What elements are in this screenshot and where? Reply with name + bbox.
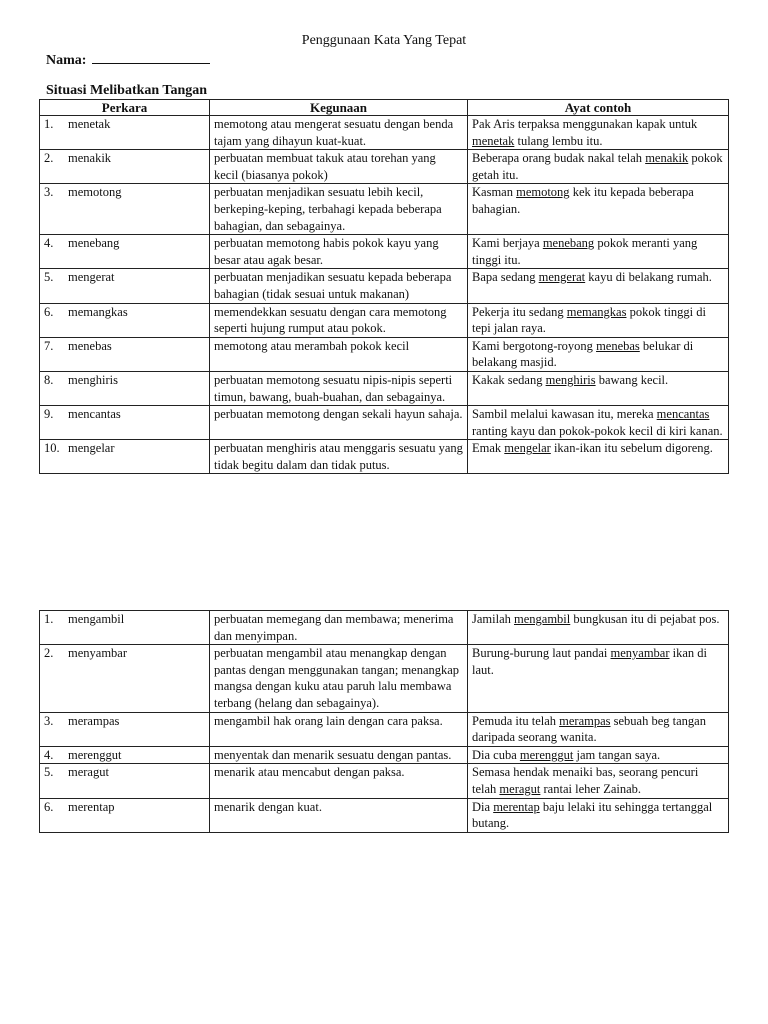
example-keyword: merentap — [493, 799, 540, 814]
cell-ayat-contoh — [468, 337, 729, 371]
example-text-before: Kami berjaya — [472, 236, 543, 251]
word-table-cutting — [39, 99, 729, 474]
word: menghiris — [68, 372, 118, 387]
cell-perkara — [40, 798, 210, 832]
table-row — [40, 184, 729, 235]
example-text-before: Pak Aris terpaksa menggunakan kapak untuk — [472, 117, 698, 131]
word-table-taking — [39, 610, 729, 833]
example-keyword: mengelar — [504, 441, 551, 456]
table-row — [40, 269, 729, 303]
name-field — [46, 50, 210, 70]
cell-ayat-contoh — [468, 406, 729, 440]
example-text-before: Jamilah — [472, 612, 515, 626]
example-text-before: Burung-burung laut pandai — [472, 646, 611, 661]
example-text-before: Kami bergotong-royong — [472, 338, 597, 353]
section-title: Situasi Melibatkan Tangan — [46, 83, 208, 98]
cell-perkara — [40, 337, 210, 371]
table-row — [40, 746, 729, 764]
cell-ayat-contoh — [468, 184, 729, 235]
cell-perkara — [40, 645, 210, 712]
example-text-before: Emak — [472, 441, 505, 456]
example-keyword: menakik — [645, 151, 689, 166]
example-text-before: Dia — [472, 799, 494, 814]
header-perkara: Perkara — [40, 100, 210, 116]
cell-kegunaan: perbuatan menjadikan sesuatu lebih kecil, berkeping-keping, terbahagi kepada beberapa bahagian, dan sebagainya. — [210, 184, 468, 235]
table-body — [40, 116, 729, 474]
example-text-before: Dia cuba — [472, 747, 520, 762]
cell-kegunaan: menarik atau mencabut dengan paksa. — [210, 764, 468, 798]
cell-ayat-contoh — [468, 611, 729, 645]
cell-kegunaan: perbuatan memotong sesuatu nipis-nipis seperti timun, bawang, buah-buahan, dan sebagainya. — [210, 371, 468, 405]
cell-perkara — [40, 406, 210, 440]
row-number: 5. — [44, 270, 54, 285]
example-keyword: menebang — [542, 236, 595, 251]
example-keyword: memotong — [516, 185, 570, 200]
row-number: 2. — [44, 151, 54, 166]
cell-perkara — [40, 440, 210, 474]
table-row — [40, 611, 729, 645]
example-text-after: ikan-ikan itu sebelum digoreng. — [550, 441, 713, 456]
example-keyword: mencantas — [656, 407, 710, 422]
row-number: 3. — [44, 185, 54, 200]
word: mengambil — [68, 612, 125, 626]
table-row — [40, 150, 729, 184]
cell-ayat-contoh — [468, 440, 729, 474]
cell-ayat-contoh — [468, 150, 729, 184]
cell-kegunaan: memendekkan sesuatu dengan cara memotong seperti hujung rumput atau pokok. — [210, 303, 468, 337]
example-text-after: kek itu kepada beberapa bahagian. — [472, 185, 694, 216]
example-text-after: sebuah beg tangan daripada seorang wanita. — [472, 713, 706, 745]
name-blank-line — [92, 50, 210, 64]
cell-ayat-contoh — [468, 712, 729, 746]
table-row — [40, 303, 729, 337]
example-text-after: jam tangan saya. — [573, 747, 661, 762]
cell-kegunaan: perbuatan memegang dan membawa; menerima dan menyimpan. — [210, 611, 468, 645]
row-number: 3. — [44, 713, 54, 728]
cell-ayat-contoh — [468, 116, 729, 150]
header-kegunaan: Kegunaan — [210, 100, 468, 116]
example-keyword: mengerat — [538, 270, 586, 285]
row-number: 10. — [44, 441, 60, 456]
word: menebas — [68, 338, 112, 353]
cell-kegunaan: perbuatan menjadikan sesuatu kepada beberapa bahagian (tidak sesuai untuk makanan) — [210, 269, 468, 303]
table-row — [40, 235, 729, 269]
document-title: Penggunaan Kata Yang Tepat — [301, 33, 467, 48]
example-text-before: Kakak sedang — [472, 372, 546, 387]
example-keyword: merenggut — [519, 747, 574, 762]
cell-ayat-contoh — [468, 235, 729, 269]
cell-ayat-contoh — [468, 798, 729, 832]
example-keyword: menghiris — [545, 372, 596, 387]
word: mengerat — [68, 270, 115, 285]
cell-ayat-contoh — [468, 746, 729, 764]
cell-kegunaan: memotong atau merambah pokok kecil — [210, 337, 468, 371]
example-text-after: pokok tinggi di tepi jalan raya. — [472, 304, 707, 336]
cell-kegunaan: perbuatan memotong habis pokok kayu yang besar atau agak besar. — [210, 235, 468, 269]
table-row — [40, 371, 729, 405]
example-text-before: Pekerja itu sedang — [472, 304, 567, 319]
cell-perkara — [40, 712, 210, 746]
table-body — [40, 611, 729, 833]
table-row — [40, 116, 729, 150]
example-text-after: belukar di belakang masjid. — [472, 338, 694, 370]
example-keyword: meragut — [499, 781, 541, 796]
example-text-after: pokok meranti yang tinggi itu. — [472, 236, 698, 267]
row-number: 2. — [44, 646, 54, 661]
word: meragut — [68, 765, 109, 780]
cell-ayat-contoh — [468, 645, 729, 712]
cell-ayat-contoh — [468, 764, 729, 798]
row-number: 6. — [44, 799, 54, 814]
example-text-before: Sambil melalui kawasan itu, mereka — [472, 407, 657, 422]
cell-kegunaan: perbuatan mengambil atau menangkap dengan pantas dengan menggunakan tangan; menangkap mangsa dengan kuku atau paruh lalu membawa terbang (helang dan sebagainya). — [210, 645, 468, 712]
table-row — [40, 712, 729, 746]
example-text-after: pokok getah itu. — [472, 151, 723, 182]
cell-kegunaan: perbuatan memotong dengan sekali hayun sahaja. — [210, 406, 468, 440]
cell-perkara — [40, 235, 210, 269]
word: mengelar — [68, 441, 115, 456]
example-text-after: bawang kecil. — [595, 372, 669, 387]
example-text-before: Beberapa orang budak nakal telah — [472, 151, 646, 166]
cell-perkara — [40, 184, 210, 235]
table-header-row — [40, 100, 729, 116]
cell-perkara — [40, 269, 210, 303]
example-keyword: merampas — [559, 713, 611, 728]
table-row — [40, 764, 729, 798]
example-text-after: rantai leher Zainab. — [540, 781, 642, 796]
row-number: 5. — [44, 765, 54, 780]
table-row — [40, 645, 729, 712]
cell-perkara — [40, 116, 210, 150]
word: mencantas — [68, 407, 121, 422]
cell-kegunaan: menyentak dan menarik sesuatu dengan pantas. — [210, 746, 468, 764]
word: merenggut — [68, 747, 122, 762]
word: menebang — [68, 236, 120, 251]
cell-perkara — [40, 764, 210, 798]
example-text-after: kayu di belakang rumah. — [585, 270, 712, 285]
cell-perkara — [40, 746, 210, 764]
row-number: 4. — [44, 747, 54, 762]
example-keyword: memangkas — [566, 304, 627, 319]
table-row — [40, 440, 729, 474]
row-number: 7. — [44, 338, 54, 353]
name-label: Nama: — [46, 53, 87, 68]
cell-ayat-contoh — [468, 303, 729, 337]
cell-perkara — [40, 303, 210, 337]
word: memangkas — [68, 304, 128, 319]
example-keyword: menetak — [472, 133, 515, 148]
word: menakik — [68, 151, 112, 166]
cell-perkara — [40, 611, 210, 645]
row-number: 4. — [44, 236, 54, 251]
cell-ayat-contoh — [468, 269, 729, 303]
cell-kegunaan: memotong atau mengerat sesuatu dengan benda tajam yang dihayun kuat-kuat. — [210, 116, 468, 150]
example-keyword: menebas — [596, 338, 640, 353]
example-text-after: ranting kayu dan pokok-pokok kecil di kiri kanan. — [472, 423, 723, 438]
example-text-before: Kasman — [472, 185, 517, 200]
cell-kegunaan: perbuatan membuat takuk atau torehan yang kecil (biasanya pokok) — [210, 150, 468, 184]
table-row — [40, 798, 729, 832]
word: merentap — [68, 799, 115, 814]
example-text-after: ikan di laut. — [472, 646, 708, 677]
cell-perkara — [40, 150, 210, 184]
word: menyambar — [68, 646, 128, 661]
example-text-before: Pemuda itu telah — [472, 713, 560, 728]
header-ayat-contoh: Ayat contoh — [468, 100, 729, 116]
cell-kegunaan: perbuatan menghiris atau menggaris sesuatu yang tidak begitu dalam dan tidak putus. — [210, 440, 468, 474]
example-text-before: Bapa sedang — [472, 270, 539, 285]
table-row — [40, 406, 729, 440]
cell-ayat-contoh — [468, 371, 729, 405]
example-text-after: baju lelaki itu sehingga tertanggal butang. — [472, 799, 713, 831]
row-number: 9. — [44, 407, 54, 422]
example-text-after: bungkusan itu di pejabat pos. — [570, 612, 720, 626]
example-keyword: mengambil — [514, 612, 571, 626]
example-text-after: tulang lembu itu. — [514, 133, 603, 148]
cell-perkara — [40, 371, 210, 405]
row-number: 1. — [44, 612, 54, 626]
row-number: 8. — [44, 372, 54, 387]
row-number: 1. — [44, 117, 54, 131]
cell-kegunaan: menarik dengan kuat. — [210, 798, 468, 832]
cell-kegunaan: mengambil hak orang lain dengan cara paksa. — [210, 712, 468, 746]
row-number: 6. — [44, 304, 54, 319]
table-row — [40, 337, 729, 371]
example-keyword: menyambar — [610, 646, 670, 661]
word: memotong — [68, 185, 122, 200]
example-text-before: Semasa hendak menaiki bas, seorang pencuri telah — [472, 765, 699, 796]
word: merampas — [68, 713, 120, 728]
word: menetak — [68, 117, 111, 131]
